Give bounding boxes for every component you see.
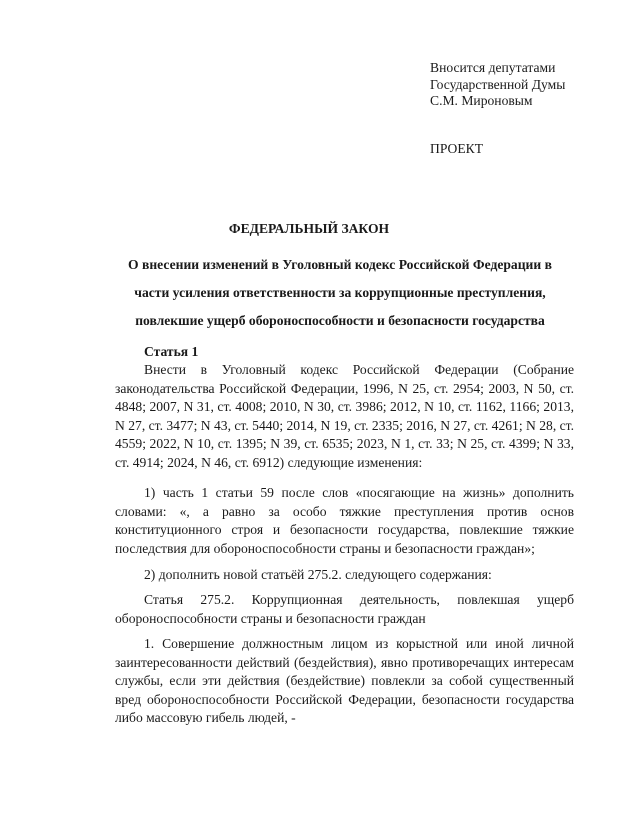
document-subtitle: О внесении изменений в Уголовный кодекс Российской Федерации в части усиления ответственности за коррупционные преступления, повлекшие ущерб обороноспособности и безопасности государства — [128, 257, 552, 328]
article-1-intro: Внести в Уголовный кодекс Российской Федерации (Собрание законодательства Российской Федерации, 1996, N 25, ст. 2954; 2003, N 50, ст. 4848; 2007, N 31, ст. 4008; 2010, N 30, ст. 3986; 2012, N 10, ст. 1162, 1166; 2013, N 27, ст. 3477; N 43, ст. 5440; 2014, N 19, ст. 2335; 2016, N 27, ст. 4261; N 28, ст. 4559; 2022, N 10, ст. 1395; N 39, ст. 6535; 2023, N 1, ст. 33; N 25, ст. 4399; N 33, ст. 4914; 2024, N 46, ст. 6912) следующие изменения: — [115, 362, 574, 470]
new-article-275-2-title: Статья 275.2. Коррупционная деятельность, повлекшая ущерб обороноспособности страны и безопасности граждан — [115, 592, 574, 626]
submitter-line-1: Вносится депутатами — [430, 60, 556, 75]
article-1-item-2: 2) дополнить новой статьёй 275.2. следующего содержания: — [144, 567, 492, 582]
draft-status: ПРОЕКТ — [430, 141, 484, 156]
submitter-line-2: Государственной Думы — [430, 76, 566, 92]
submitter-block — [430, 60, 565, 110]
new-article-clause-1: 1. Совершение должностным лицом из корыстной или иной личной заинтересованности действий (бездействия), явно противоречащих интересам службы, если эти действия (бездействие) повлекли за собой существенный вред обороноспособности Российской Федерации, безопасности государства либо массовую гибель людей, - — [115, 636, 574, 725]
article-1-item-1: 1) часть 1 статьи 59 после слов «посягающие на жизнь» дополнить словами: «, а равно за особо тяжкие преступления против основ конституционного строя и безопасности государства, повлекшие тяжкие последствия для обороноспособности страны и безопасности граждан»; — [115, 485, 574, 556]
submitter-line-3: С.М. Мироновым — [430, 93, 533, 108]
article-1-heading: Статья 1 — [144, 344, 199, 359]
document-title: ФЕДЕРАЛЬНЫЙ ЗАКОН — [228, 221, 390, 236]
